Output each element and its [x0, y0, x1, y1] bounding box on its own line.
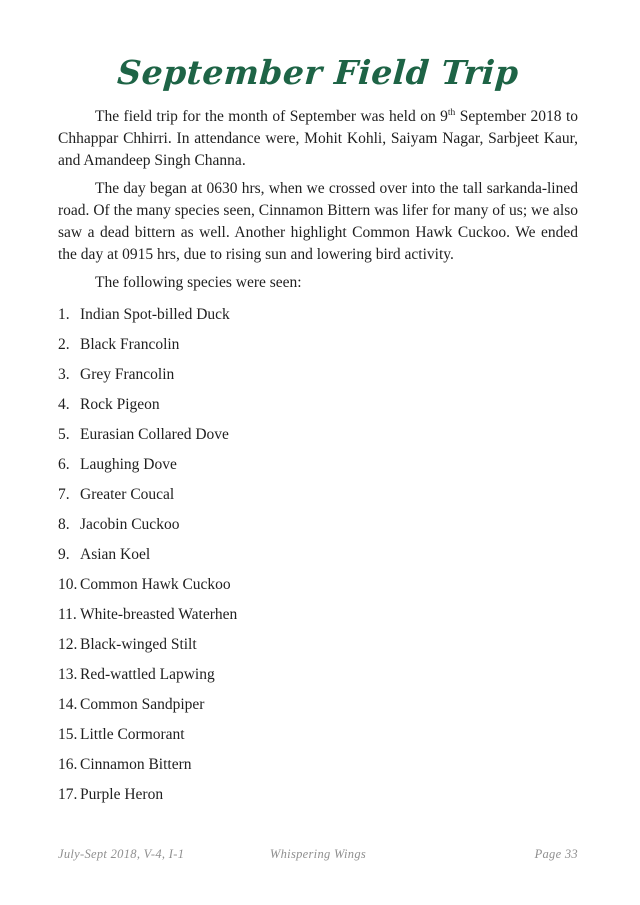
list-item-number: 8.: [58, 516, 70, 533]
list-item: [58, 454, 578, 476]
list-item: [58, 664, 578, 686]
list-item-number: 6.: [58, 456, 70, 473]
list-item: [58, 514, 578, 536]
species-name: Indian Spot-billed Duck: [80, 306, 230, 323]
list-item: [58, 334, 578, 356]
list-item: [58, 544, 578, 566]
list-item-number: 15.: [58, 726, 78, 743]
species-name: Greater Coucal: [80, 486, 175, 503]
species-name: Asian Koel: [80, 546, 151, 563]
list-item: [58, 754, 578, 776]
list-item-number: 7.: [58, 486, 70, 503]
ordinal-superscript: th: [447, 107, 456, 118]
list-item-number: 2.: [58, 336, 70, 353]
page-title: September Field Trip: [116, 53, 521, 92]
species-name: Black-winged Stilt: [80, 636, 197, 653]
list-item: [58, 394, 578, 416]
list-item: [58, 484, 578, 506]
species-name: Common Hawk Cuckoo: [80, 576, 231, 593]
list-item: [58, 424, 578, 446]
species-name: Laughing Dove: [80, 456, 177, 473]
footer-publication-name: Whispering Wings: [269, 847, 367, 861]
species-name: Cinnamon Bittern: [80, 756, 192, 773]
species-name: Common Sandpiper: [80, 696, 205, 713]
list-item: [58, 724, 578, 746]
species-name: Jacobin Cuckoo: [80, 516, 180, 533]
day-summary-paragraph: The day began at 0630 hrs, when we crossed over into the tall sarkanda-lined road. Of the many species seen, Cinnamon Bittern was lifer for many of us; we also saw a dead bittern as well. Another highlight Common Hawk Cuckoo. We ended the day at 0915 hrs, due to rising sun and lowering bird activity.: [58, 180, 578, 263]
list-item: [58, 634, 578, 656]
species-name: Black Francolin: [80, 336, 180, 353]
list-item-number: 3.: [58, 366, 70, 383]
species-name: Rock Pigeon: [80, 396, 160, 413]
page-footer: [58, 847, 578, 862]
footer-issue-info: July-Sept 2018, V-4, I-1: [58, 847, 185, 861]
list-item-number: 13.: [58, 666, 78, 683]
species-name: White-breasted Waterhen: [80, 606, 238, 623]
list-item-number: 16.: [58, 756, 78, 773]
species-name: Eurasian Collared Dove: [80, 426, 229, 443]
intro-paragraph-text-post: September 2018 to Chhappar Chhirri. In attendance were, Mohit Kohli, Saiyam Nagar, Sarbjeet Kaur, and Amandeep Singh Channa.: [58, 108, 579, 169]
list-item-number: 14.: [58, 696, 78, 713]
list-item-number: 5.: [58, 426, 70, 443]
list-item-number: 12.: [58, 636, 78, 653]
list-item-number: 17.: [58, 786, 78, 803]
list-item: [58, 304, 578, 326]
list-item: [58, 604, 578, 626]
list-item: [58, 364, 578, 386]
species-name: Little Cormorant: [80, 726, 185, 743]
list-item: [58, 784, 578, 806]
species-name: Purple Heron: [80, 786, 164, 803]
species-intro-line: The following species were seen:: [95, 274, 302, 291]
footer-page-number: Page 33: [534, 847, 578, 861]
species-list: [58, 304, 578, 806]
species-name: Grey Francolin: [80, 366, 175, 383]
list-item: [58, 574, 578, 596]
list-item-number: 9.: [58, 546, 70, 563]
list-item-number: 10.: [58, 576, 78, 593]
list-item-number: 4.: [58, 396, 70, 413]
list-item-number: 11.: [58, 606, 77, 623]
species-name: Red-wattled Lapwing: [80, 666, 215, 683]
intro-paragraph-text-pre: The field trip for the month of September was held on 9: [95, 108, 448, 125]
intro-paragraph: [58, 106, 578, 172]
list-item-number: 1.: [58, 306, 70, 323]
list-item: [58, 694, 578, 716]
